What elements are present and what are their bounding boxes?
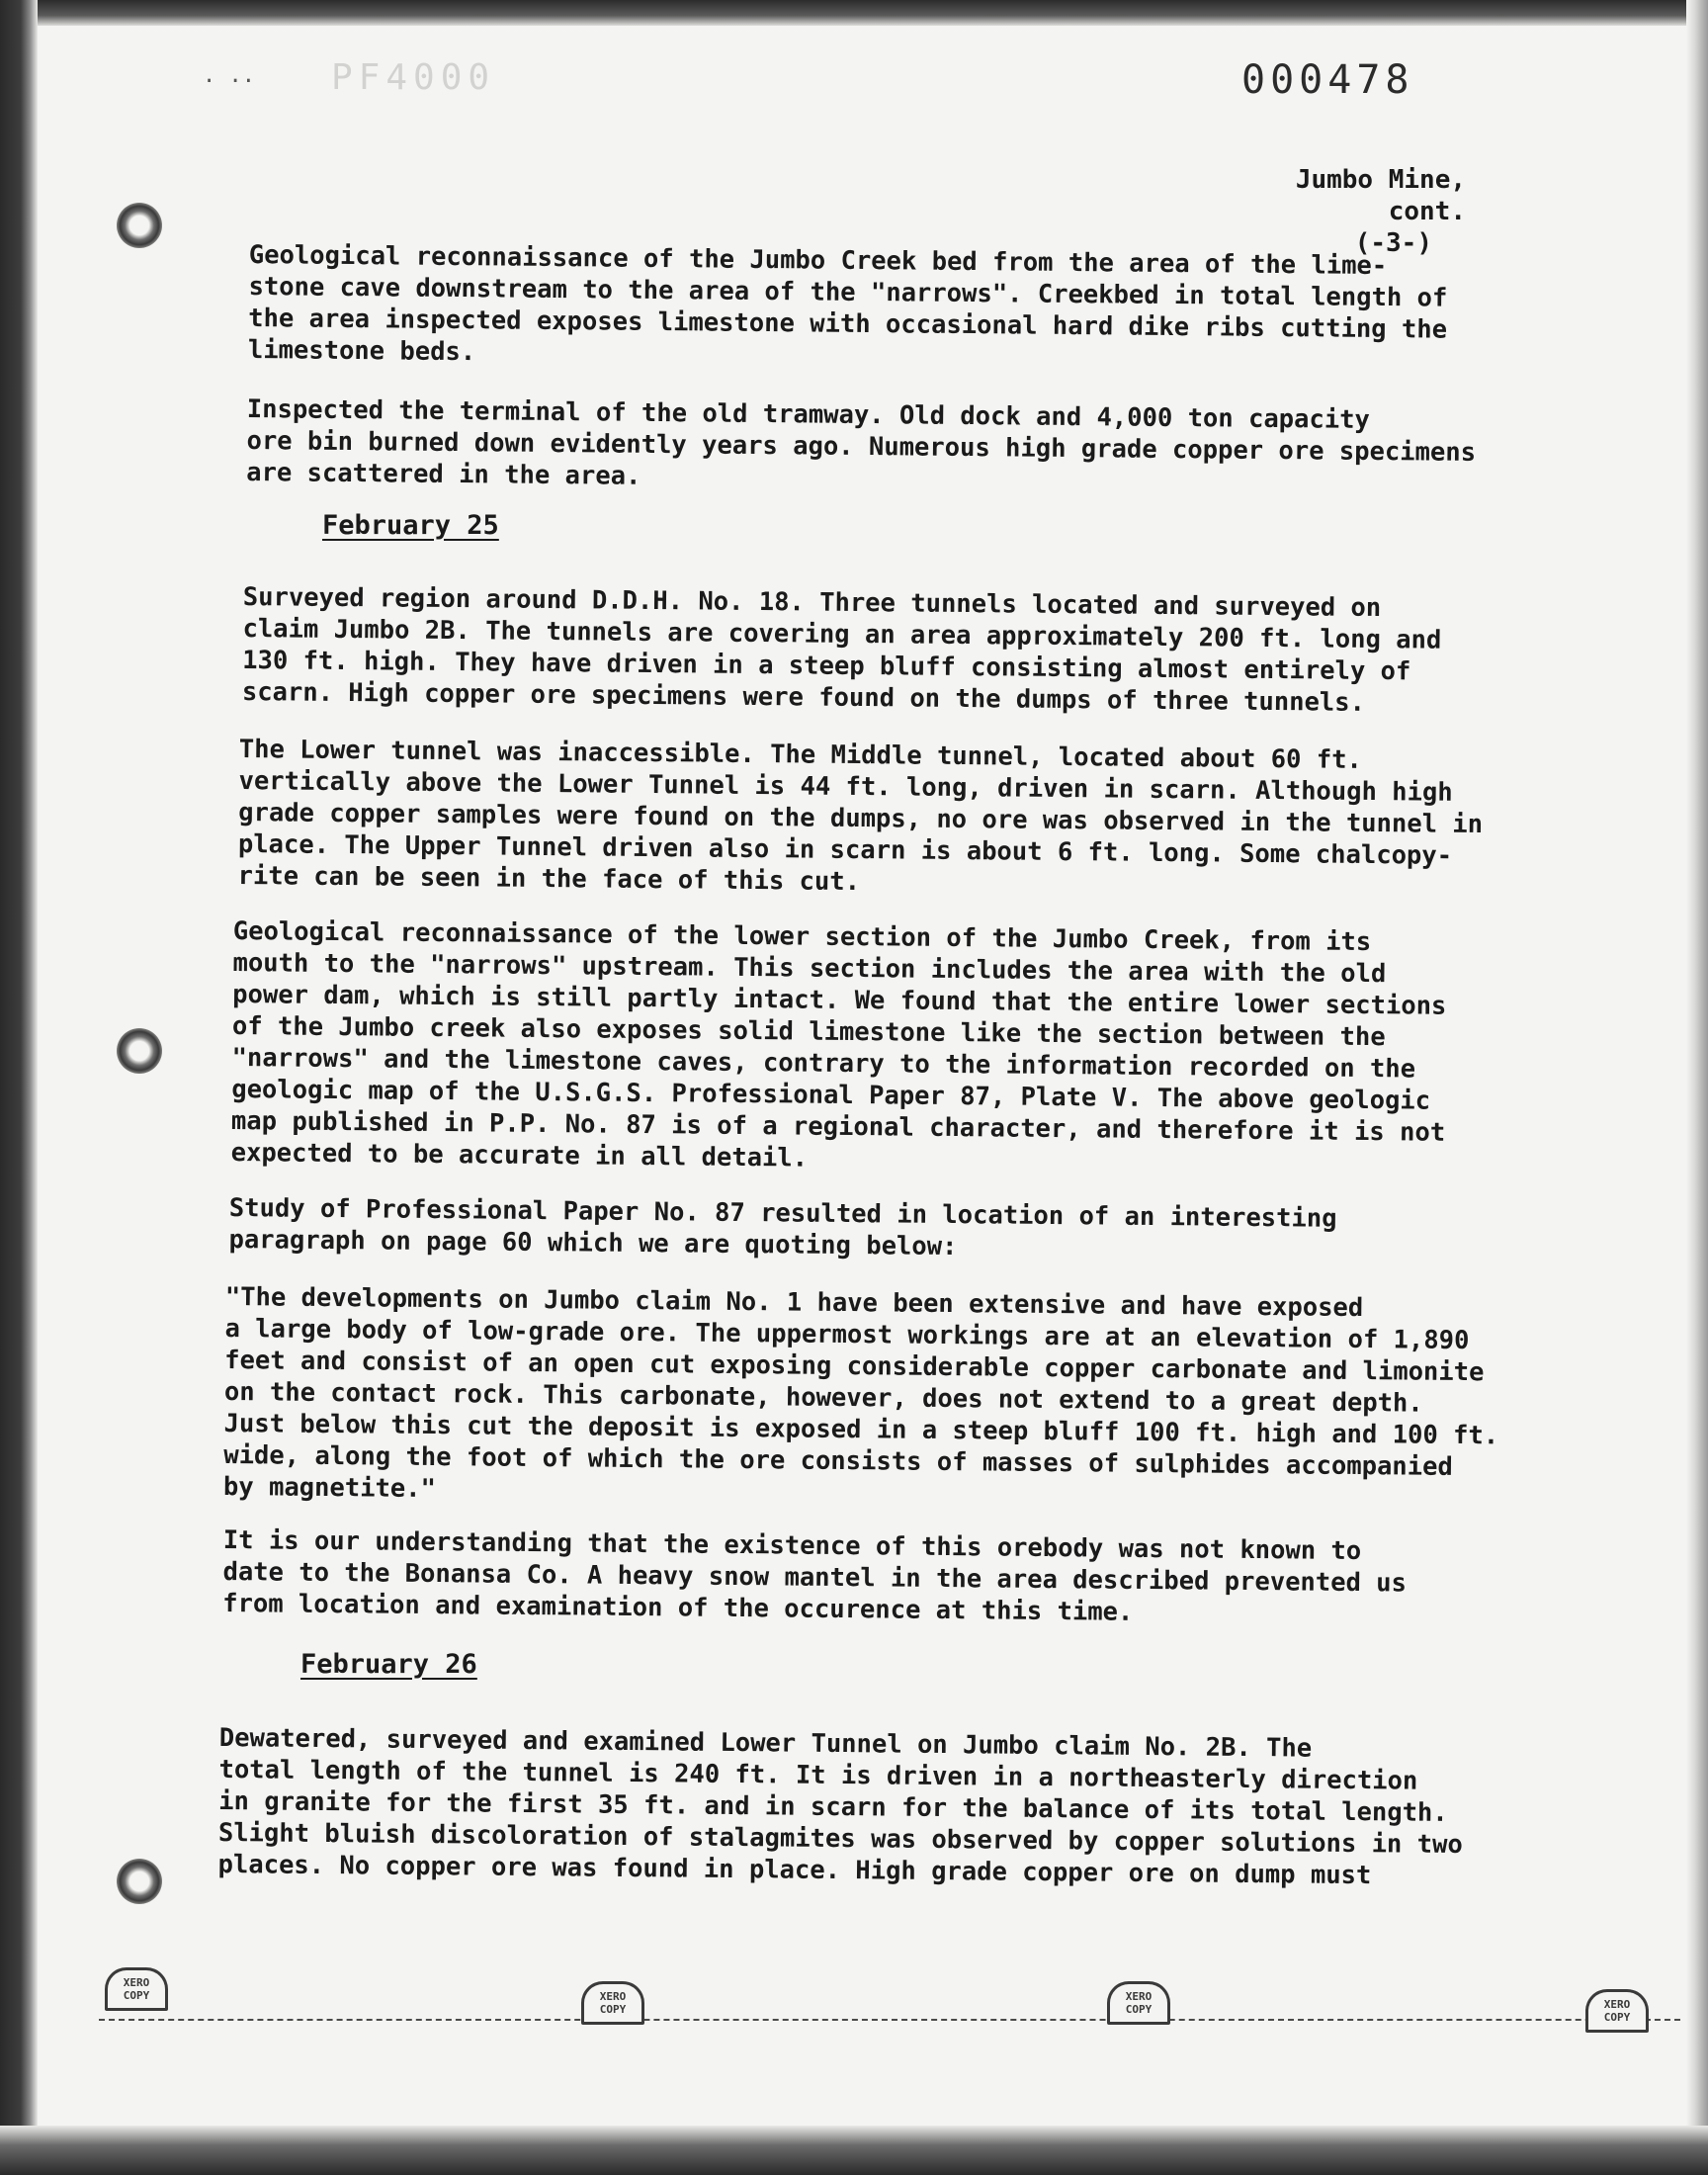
scan-edge-top <box>0 0 1708 26</box>
date-heading: February 26 <box>300 1649 477 1680</box>
page-header <box>1238 164 1466 259</box>
scan-edge-left <box>0 0 38 2175</box>
binder-hole-icon <box>117 1859 162 1904</box>
xerox-copy-stamp: XERO COPY <box>1107 1981 1170 2025</box>
date-heading: February 25 <box>322 510 499 541</box>
scan-edge-right <box>1686 0 1708 2175</box>
paragraph: Study of Professional Paper No. 87 resulted in location of an interesting paragraph on page 60 which we are quoting below: <box>228 1193 1337 1262</box>
binder-hole-icon <box>117 1028 162 1074</box>
paragraph: Inspected the terminal of the old tramway. Old dock and 4,000 ton capacity ore bin burned down evidently years ago. Numerous high grade copper ore specimens are scattered in the area. <box>246 393 1477 491</box>
xerox-copy-stamp: XERO COPY <box>105 1967 168 2011</box>
xerox-perforation-line <box>99 2019 1680 2023</box>
binder-hole-icon <box>117 203 162 248</box>
paragraph: Dewatered, surveyed and examined Lower Tunnel on Jumbo claim No. 2B. The total length of the tunnel is 240 ft. It is driven in a northeasterly direction in granite for the first 35 ft. and in scarn for the balance of its total length. Slight bluish discoloration of stalagmites was observed by copper solutions in two places. No copper ore was found in place. High grade copper ore on dump must <box>217 1723 1463 1891</box>
paragraph: Geological reconnaissance of the Jumbo Creek bed from the area of the lime- stone cave downstream to the area of the "narrows". Creekbed in total length of the area inspected exposes limestone with occasional hard dike ribs cutting the limestone beds. <box>247 239 1448 368</box>
xerox-copy-stamp: XERO COPY <box>581 1981 644 2025</box>
scan-artifact: · ·· <box>203 69 255 94</box>
header-title: Jumbo Mine, cont. <box>1295 165 1466 226</box>
page-indicator: (-3-) <box>1354 228 1432 258</box>
document-number: 000478 <box>1241 57 1414 103</box>
scan-edge-bottom <box>0 2126 1708 2175</box>
paragraph: Surveyed region around D.D.H. No. 18. Three tunnels located and surveyed on claim Jumbo 2B. The tunnels are covering an area approximately 200 ft. long and 130 ft. high. They have driven in a steep bluff consisting almost entirely of scarn. High copper ore specimens were found on the dumps of three tunnels. <box>241 581 1442 718</box>
paragraph: It is our understanding that the existence of this orebody was not known to date to the Bonansa Co. A heavy snow mantel in the area described prevented us from location and examination of the occurence at this time. <box>222 1525 1408 1627</box>
faint-page-stamp: PF4000 <box>331 57 496 98</box>
paragraph: Geological reconnaissance of the lower section of the Jumbo Creek, from its mouth to the "narrows" upstream. This section includes the area with the old power dam, which is still partly intact. We found that the entire lower sections of the Jumbo creek also exposes solid limestone like the section between the "narrows" and the limestone caves, contrary to the information recorded on the geologic map of the U.S.G.S. Professional Paper 87, Plate V. The above geologic map published in P.P. No. 87 is of a regional character, and therefore it is not expected to be accurate in all detail. <box>230 915 1447 1174</box>
quoted-passage: "The developments on Jumbo claim No. 1 have been extensive and have exposed a large body of low-grade ore. The uppermost workings are at an elevation of 1,890 feet and consist of an open cut exposing considerable copper carbonate and limonite on the contact rock. This carbonate, however, does not extend to a great depth. Just below this cut the deposit is exposed in a steep bluff 100 ft. high and 100 ft. wide, along the foot of which the ore consists of masses of sulphides accompanied by magnetite." <box>222 1282 1499 1505</box>
xerox-copy-stamp: XERO COPY <box>1585 1989 1649 2033</box>
paragraph: The Lower tunnel was inaccessible. The Middle tunnel, located about 60 ft. vertically above the Lower Tunnel is 44 ft. long, driven in scarn. Although high grade copper samples were found on the dumps, no ore was observed in the tunnel in place. The Upper Tunnel driven also in scarn is about 6 ft. long. Some chalcopy- rite can be seen in the face of this cut. <box>237 734 1484 898</box>
